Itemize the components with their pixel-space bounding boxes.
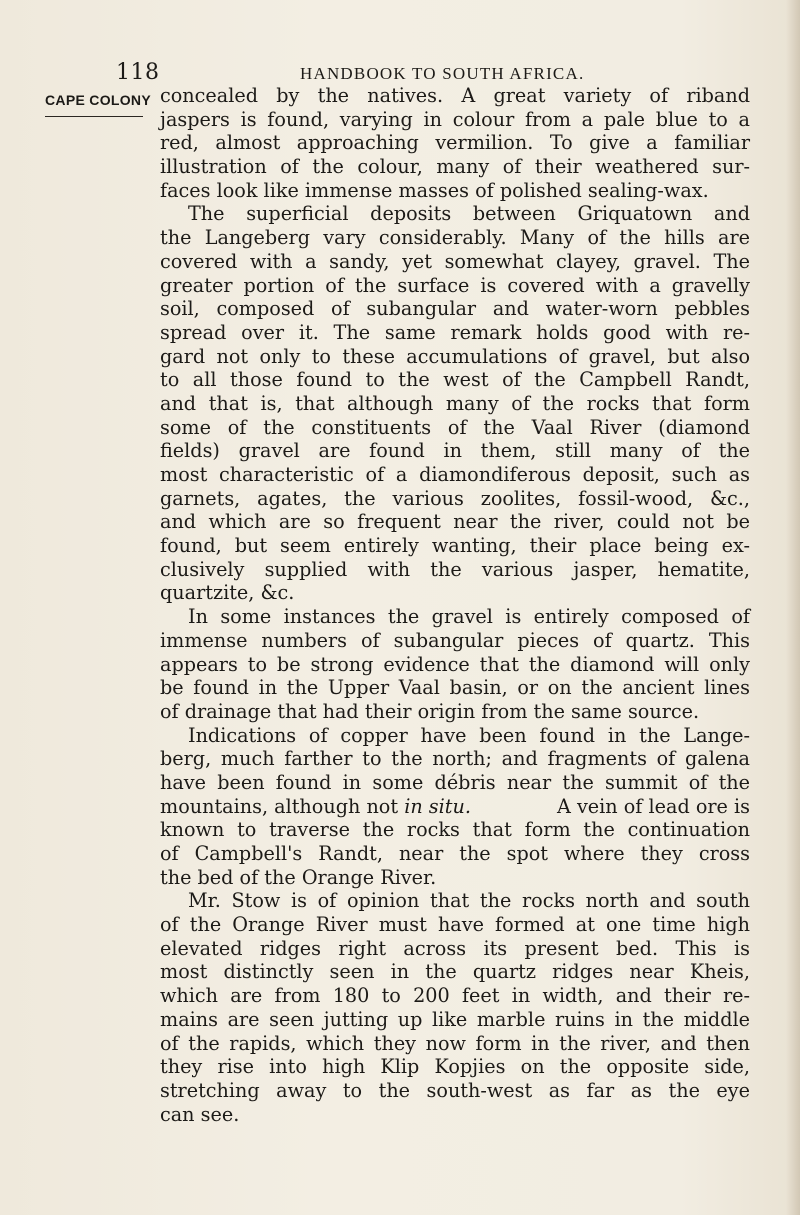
text-line: which are from 180 to 200 feet in width, and their re- <box>160 984 750 1008</box>
text-line: appears to be strong evidence that the diamond will only <box>160 652 750 676</box>
text-fragment: mountains, although not <box>160 794 399 818</box>
text-line: covered with a sandy, yet somewhat clayey, gravel. The <box>160 249 750 273</box>
text-line: and that is, that although many of the rocks that form <box>160 391 750 415</box>
text-line: illustration of the colour, many of their weathered sur- <box>160 155 750 179</box>
text-line: some of the constituents of the Vaal River (diamond <box>160 415 750 439</box>
text-line: of Campbell's Randt, near the spot where they cross <box>160 842 750 865</box>
text-line: to all those found to the west of the Campbell Randt, <box>160 368 750 392</box>
text-line: mains are seen jutting up like marble ruins in the middle <box>160 1007 750 1031</box>
text-line: Mr. Stow is of opinion that the rocks north and south <box>188 889 750 913</box>
text-line: soil, composed of subangular and water-worn pebbles <box>160 297 750 321</box>
text-line: In some instances the gravel is entirely composed of <box>188 605 750 629</box>
text-line: gard not only to these accumulations of gravel, but also <box>160 344 750 368</box>
text-line: elevated ridges right across its present bed. This is <box>160 936 750 960</box>
text-line: of drainage that had their origin from the same source. <box>160 699 700 723</box>
side-note-rule <box>45 116 143 117</box>
text-line: jaspers is found, varying in colour from a pale blue to a <box>160 107 750 131</box>
text-line: most distinctly seen in the quartz ridges near Kheis, <box>160 960 750 984</box>
text-line: greater portion of the surface is covered with a gravelly <box>160 273 750 297</box>
text-line <box>160 795 750 819</box>
text-line: most characteristic of a diamondiferous deposit, such as <box>160 463 750 486</box>
text-line: known to traverse the rocks that form the continuation <box>160 818 750 842</box>
text-fragment: A vein of lead ore is <box>557 794 750 818</box>
text-line: have been found in some débris near the summit of the <box>160 770 750 794</box>
text-line: found, but seem entirely wanting, their place being ex- <box>160 534 750 558</box>
text-fragment <box>160 795 471 819</box>
text-line: be found in the Upper Vaal basin, or on the ancient lines <box>160 676 750 700</box>
italic-text: in situ. <box>404 794 471 818</box>
page-header-title: HANDBOOK TO SOUTH AFRICA. <box>300 64 585 83</box>
text-line: can see. <box>160 1102 240 1126</box>
text-line: faces look like immense masses of polished sealing-wax. <box>160 178 709 202</box>
text-line: clusively supplied with the various jasper, hematite, <box>160 557 750 581</box>
text-line: fields) gravel are found in them, still many of the <box>160 439 750 463</box>
text-line: garnets, agates, the various zoolites, fossil-wood, &c., <box>160 486 750 510</box>
side-note-cape-colony: CAPE COLONY <box>45 92 151 108</box>
text-line: immense numbers of subangular pieces of quartz. This <box>160 628 750 652</box>
text-line: the bed of the Orange River. <box>160 865 437 889</box>
text-line: they rise into high Klip Kopjies on the opposite side, <box>160 1055 750 1079</box>
page-number: 118 <box>116 60 160 85</box>
text-line: of the rapids, which they now form in the river, and then <box>160 1031 750 1055</box>
text-line: quartzite, &c. <box>160 581 295 605</box>
page-edge-shadow <box>786 0 800 1215</box>
text-line: of the Orange River must have formed at one time high <box>160 913 750 937</box>
text-line: stretching away to the south-west as far as the eye <box>160 1078 750 1102</box>
text-line: spread over it. The same remark holds good with re- <box>160 320 750 344</box>
text-line: Indications of copper have been found in the Lange- <box>188 723 750 747</box>
text-line: The superficial deposits between Griquatown and <box>188 202 750 226</box>
text-line: and which are so frequent near the river, could not be <box>160 510 750 534</box>
text-line: the Langeberg vary considerably. Many of the hills are <box>160 226 750 250</box>
body-text <box>160 84 750 1126</box>
text-line: red, almost approaching vermilion. To give a familiar <box>160 131 750 155</box>
text-line: concealed by the natives. A great variety of riband <box>160 84 750 107</box>
text-line: berg, much farther to the north; and fragments of galena <box>160 747 750 771</box>
